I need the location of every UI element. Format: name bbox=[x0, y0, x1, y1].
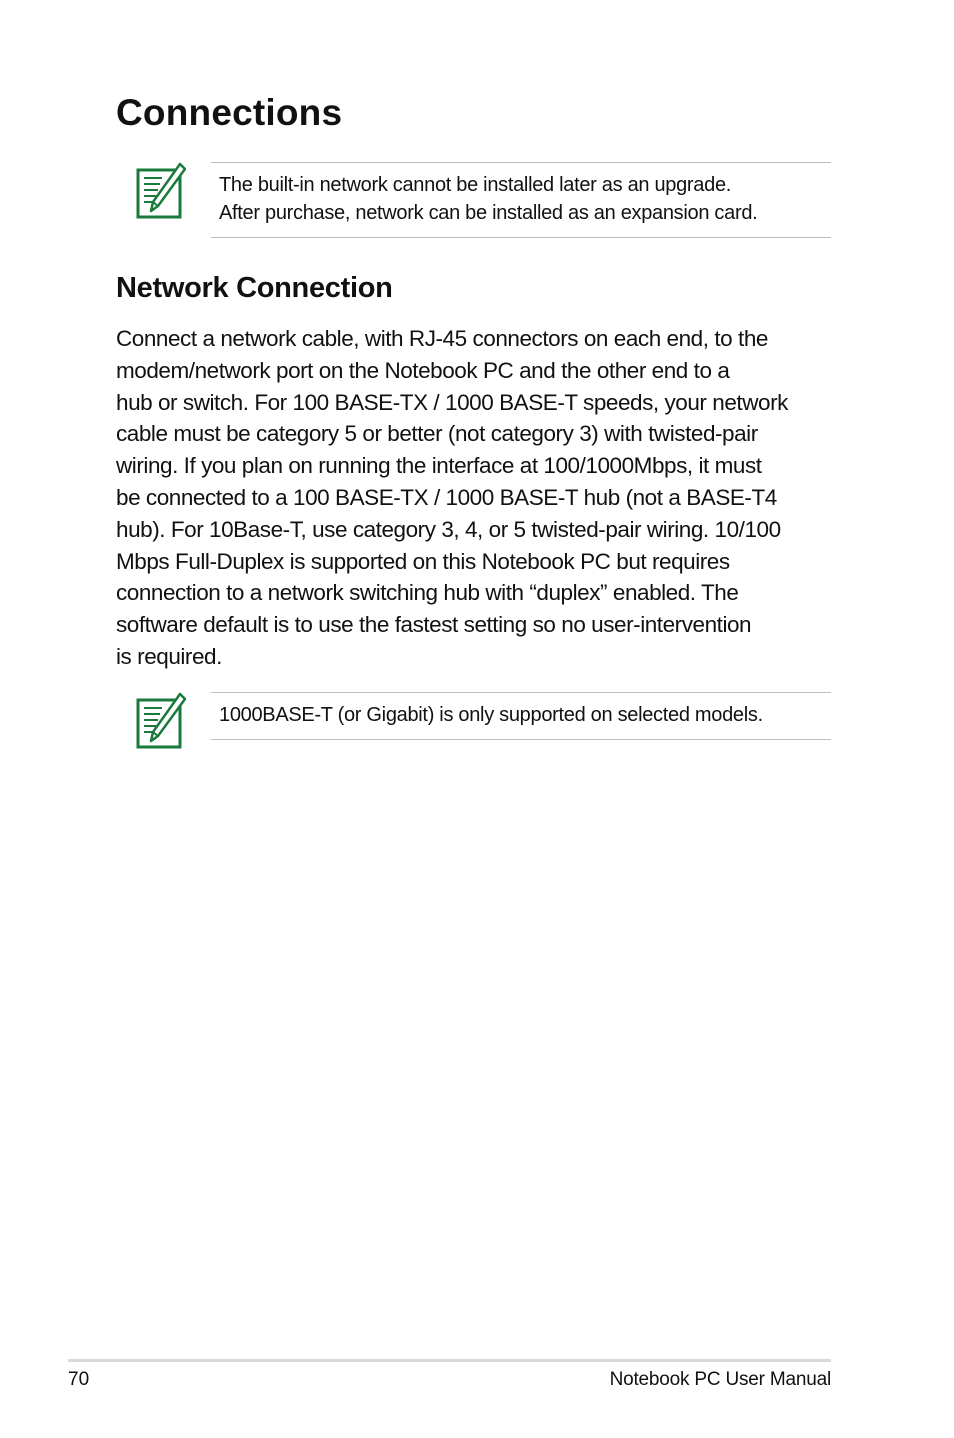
body-line: be connected to a 100 BASE-TX / 1000 BASE-T hub (not a BASE-T4 bbox=[116, 484, 777, 510]
body-line: modem/network port on the Notebook PC and the other end to a bbox=[116, 357, 730, 383]
section-title: Network Connection bbox=[116, 272, 393, 304]
body-line: hub or switch. For 100 BASE-TX / 1000 BASE-T speeds, your network bbox=[116, 389, 788, 415]
body-line: Mbps Full-Duplex is supported on this Notebook PC but requires bbox=[116, 548, 730, 574]
note-line: After purchase, network can be installed as an expansion card. bbox=[219, 202, 758, 224]
body-line: is required. bbox=[116, 643, 222, 669]
note-pencil-icon bbox=[136, 692, 186, 750]
body-line: connection to a network switching hub with “duplex” enabled. The bbox=[116, 580, 739, 606]
body-line: hub). For 10Base-T, use category 3, 4, or 5 twisted-pair wiring. 10/100 bbox=[116, 516, 781, 542]
note-text bbox=[211, 692, 831, 740]
page-title: Connections bbox=[116, 92, 343, 133]
manual-name: Notebook PC User Manual bbox=[609, 1369, 831, 1390]
note-pencil-icon bbox=[136, 162, 186, 220]
body-line: wiring. If you plan on running the interface at 100/1000Mbps, it must bbox=[116, 453, 762, 479]
page-number: 70 bbox=[68, 1369, 90, 1390]
footer-divider bbox=[68, 1359, 831, 1362]
note-text bbox=[211, 162, 831, 238]
body-line: Connect a network cable, with RJ-45 connectors on each end, to the bbox=[116, 326, 768, 351]
note-line: 1000BASE-T (or Gigabit) is only supported on selected models. bbox=[219, 704, 763, 726]
body-paragraph bbox=[116, 323, 836, 673]
body-line: software default is to use the fastest setting so no user-intervention bbox=[116, 612, 752, 638]
body-line: cable must be category 5 or better (not category 3) with twisted-pair bbox=[116, 421, 758, 447]
note-line: The built-in network cannot be installed later as an upgrade. bbox=[219, 174, 732, 196]
